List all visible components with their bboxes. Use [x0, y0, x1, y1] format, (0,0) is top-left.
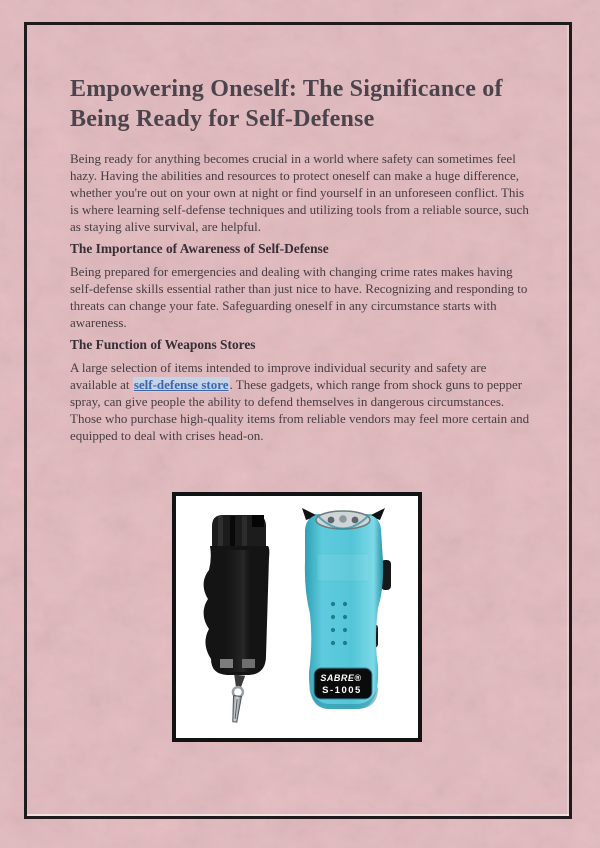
product-image	[172, 492, 422, 742]
section-heading-weapons-stores: The Function of Weapons Stores	[70, 337, 256, 352]
section-heading-awareness: The Importance of Awareness of Self-Defense	[70, 241, 329, 256]
section-paragraph-weapons-stores	[70, 359, 534, 444]
intro-paragraph: Being ready for anything becomes crucial in a world where safety can sometimes feel hazy. Having the abilities and resources to protect oneself can make a huge difference, whether you're out on your own at night or find yourself in an unforeseen conflict. This is where learning self-defense techniques and utilizing tools from a reliable source, such as staying alive survival, are helpful.	[70, 151, 529, 234]
stun-gun-illustration	[302, 508, 391, 709]
article-content	[70, 74, 534, 449]
stun-gun-brand-label: SABRE®	[320, 673, 362, 683]
stun-gun-model-label: S-1005	[322, 685, 362, 696]
keychain-clip	[229, 675, 245, 723]
text-before-link: A large selection of items intended to improve individual security and safety are available at	[70, 360, 487, 392]
pepper-spray-illustration	[204, 515, 270, 722]
self-defense-products-illustration	[176, 496, 418, 738]
self-defense-store-link[interactable]: self-defense store	[133, 377, 229, 392]
page-title: Empowering Oneself: The Significance of Being Ready for Self-Defense	[70, 76, 503, 132]
text-after-link: . These gadgets, which range from shock guns to pepper spray, can give people the ability to defend themselves in dangerous circumstances. Those who purchase high-quality items from reliable vendors may feel more certain and equipped to deal with crises head-on.	[70, 377, 530, 443]
section-paragraph-awareness: Being prepared for emergencies and dealing with changing crime rates makes having self-defense skills essential rather than just nice to have. Recognizing and responding to threats can change your fate. Safeguarding oneself in any circumstance starts with awareness.	[70, 264, 528, 330]
